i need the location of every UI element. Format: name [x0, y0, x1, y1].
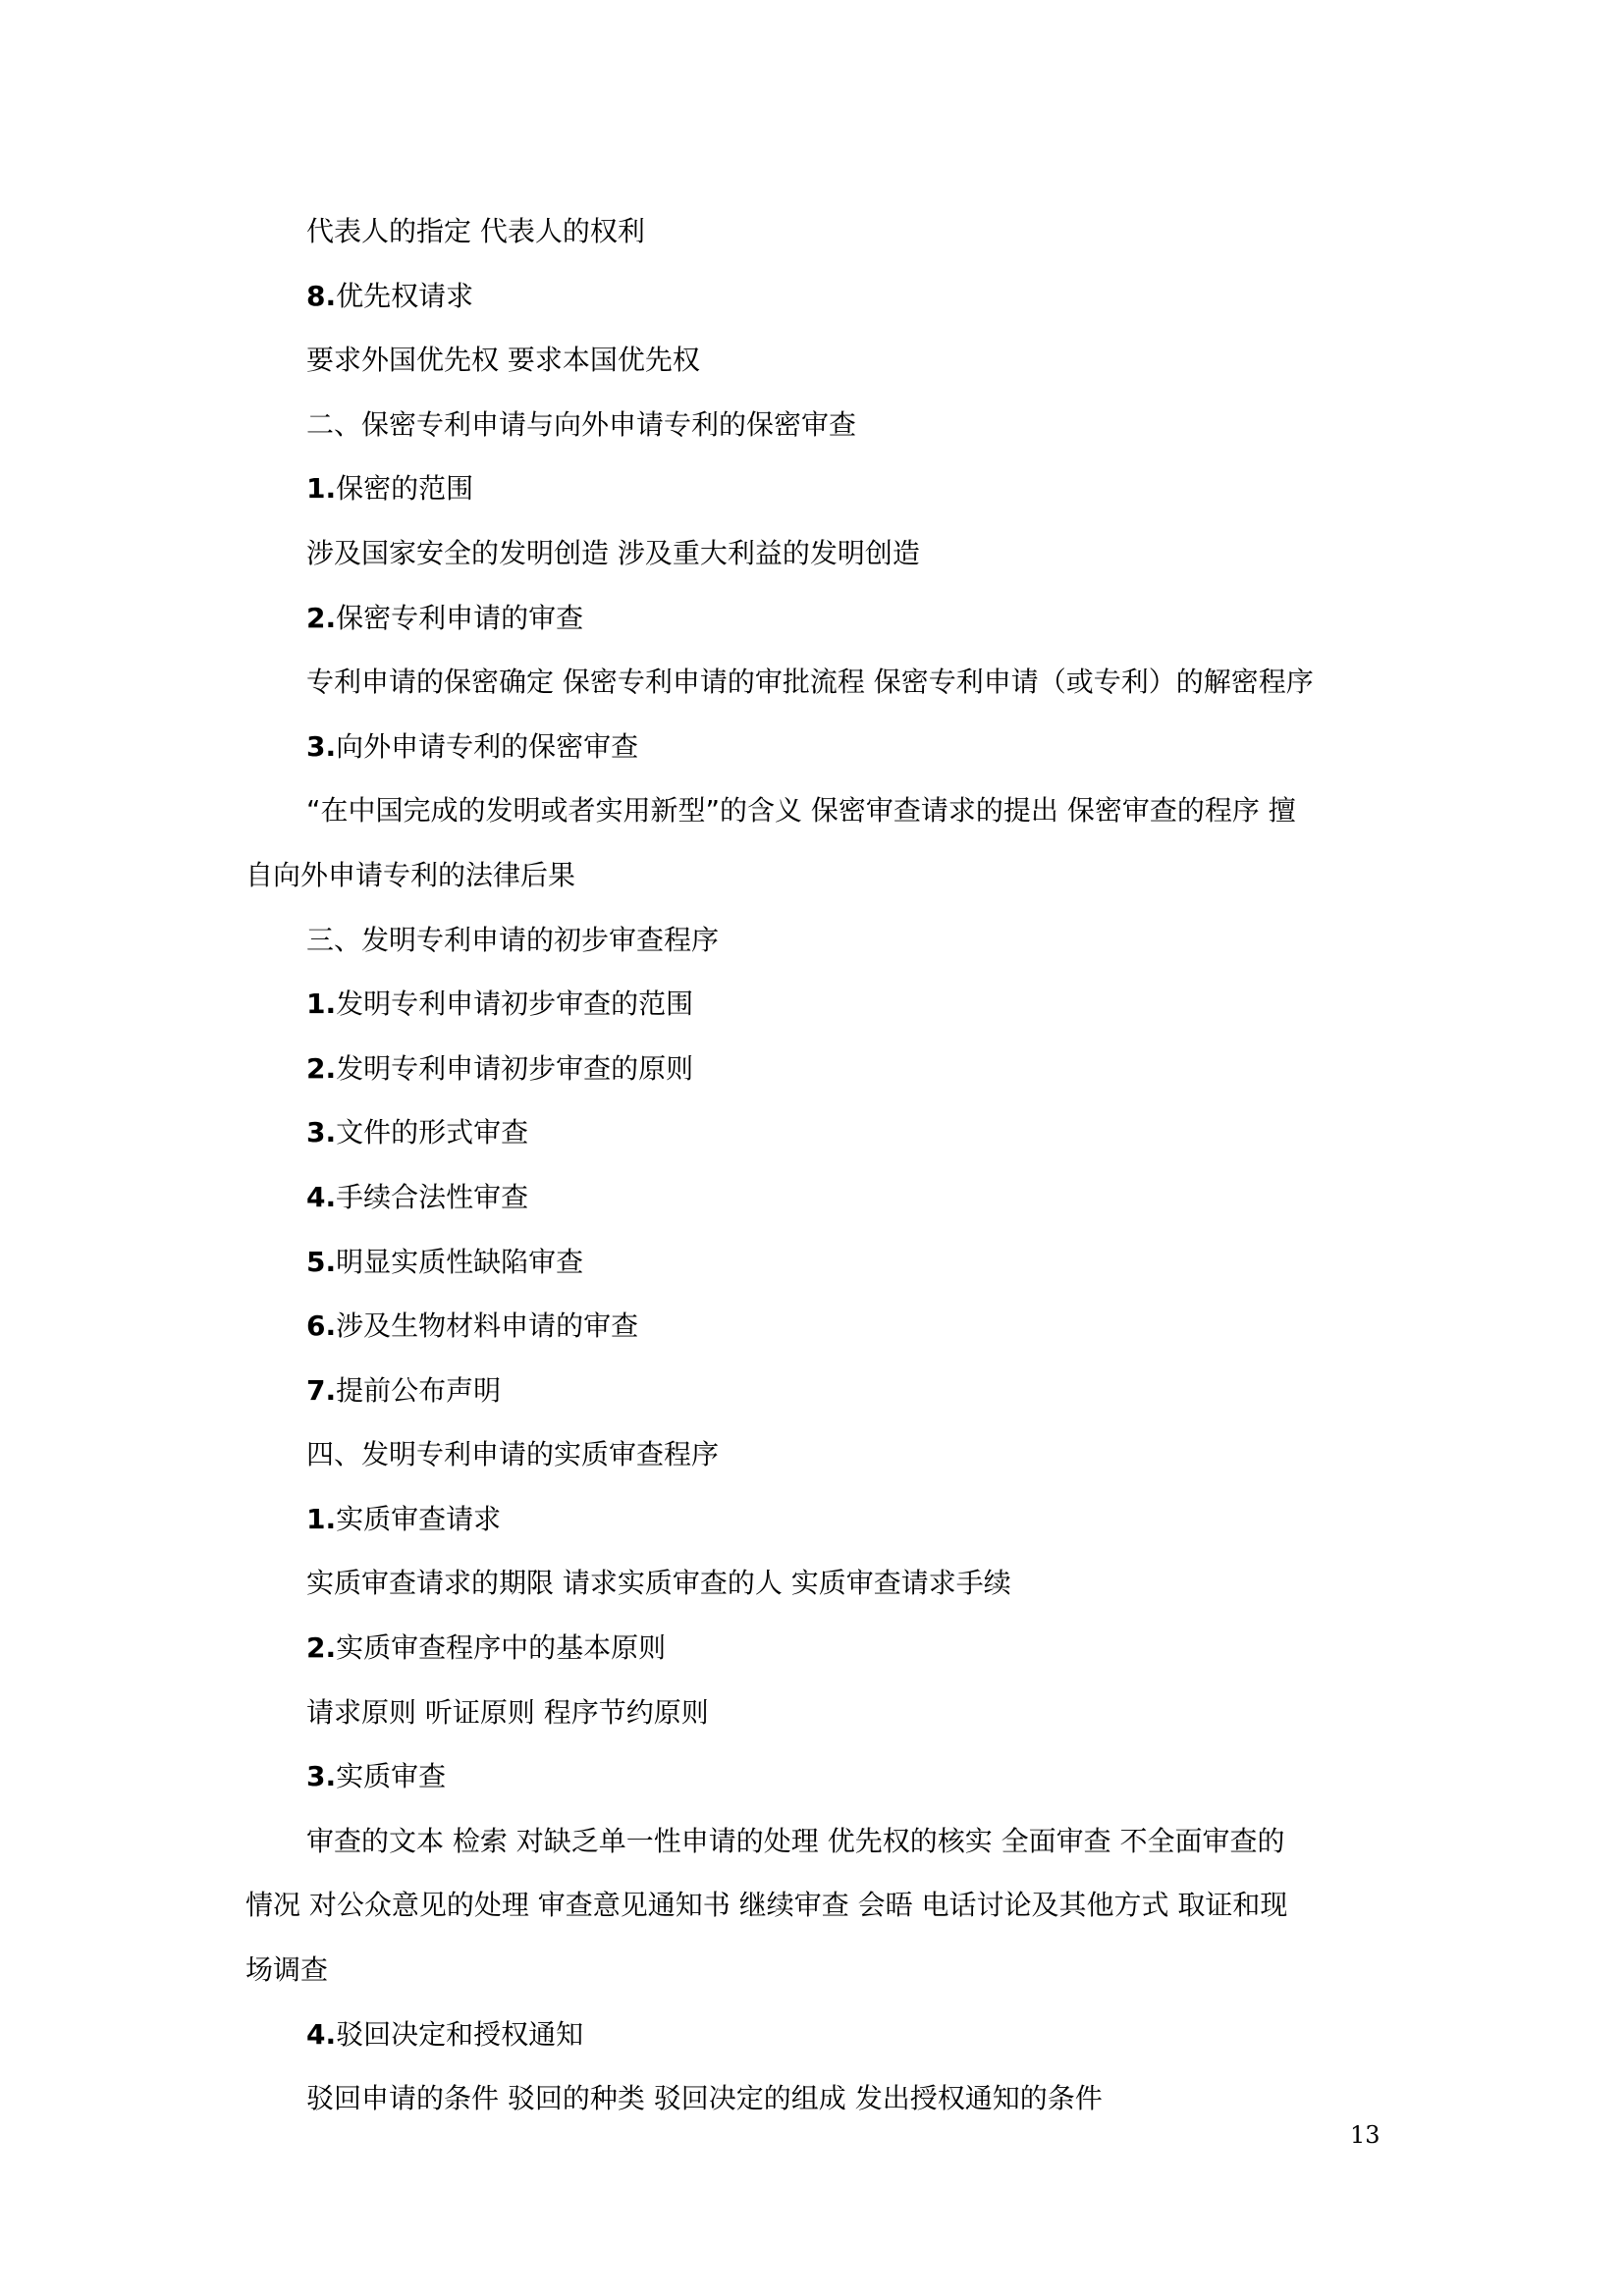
text-line: “在中国完成的发明或者实用新型”的含义 保密审查请求的提出 保密审查的程序 擅	[306, 794, 1296, 828]
text-line: 请求原则 听证原则 程序节约原则	[306, 1695, 709, 1729]
text-line: 实质审查请求的期限 请求实质审查的人 实质审查请求手续	[306, 1567, 1011, 1600]
text-line: 审查的文本 检索 对缺乏单一性申请的处理 优先权的核实 全面审查 不全面审查的	[306, 1824, 1285, 1857]
numbered-item	[245, 2002, 1394, 2067]
numbered-item	[245, 456, 1394, 521]
item-text: 发明专利申请初步审查的原则	[336, 1051, 694, 1085]
numbered-item	[245, 1165, 1394, 1230]
text-line: 二、保密专利申请与向外申请专利的保密审查	[306, 407, 857, 441]
item-text: 发明专利申请初步审查的范围	[336, 988, 694, 1021]
item-text: 实质审查程序中的基本原则	[336, 1631, 667, 1665]
numbered-item	[245, 1230, 1394, 1295]
item-number: 1.	[306, 1502, 337, 1535]
item-number: 5.	[306, 1245, 337, 1278]
item-text: 驳回决定和授权通知	[336, 2017, 584, 2051]
item-text: 保密的范围	[336, 472, 474, 506]
text-line: 情况 对公众意见的处理 审查意见通知书 继续审查 会晤 电话讨论及其他方式 取证和现	[245, 1889, 1288, 1922]
numbered-item	[245, 715, 1394, 779]
text-line: 三、发明专利申请的初步审查程序	[306, 923, 720, 956]
item-number: 7.	[306, 1373, 337, 1407]
item-number: 2.	[306, 601, 337, 634]
item-text: 实质审查请求	[336, 1502, 502, 1535]
page-number: 13	[1350, 2121, 1380, 2149]
item-number: 1.	[306, 988, 337, 1021]
numbered-item	[245, 1359, 1394, 1423]
item-number: 1.	[306, 472, 337, 506]
text-line: 场调查	[245, 1953, 329, 1987]
numbered-item	[245, 1744, 1394, 1809]
item-number: 8.	[306, 279, 337, 312]
numbered-item	[245, 586, 1394, 651]
item-text: 文件的形式审查	[336, 1116, 529, 1149]
numbered-item	[245, 264, 1394, 329]
text-line: 四、发明专利申请的实质审查程序	[306, 1438, 720, 1471]
text-line: 要求外国优先权 要求本国优先权	[306, 344, 700, 377]
text-line: 驳回申请的条件 驳回的种类 驳回决定的组成 发出授权通知的条件	[306, 2082, 1103, 2115]
item-number: 2.	[306, 1631, 337, 1665]
item-text: 向外申请专利的保密审查	[336, 729, 639, 763]
text-line: 专利申请的保密确定 保密专利申请的审批流程 保密专利申请（或专利）的解密程序	[306, 666, 1314, 699]
page-body	[245, 199, 1394, 2131]
item-number: 3.	[306, 1116, 337, 1149]
text-line: 涉及国家安全的发明创造 涉及重大利益的发明创造	[306, 536, 920, 569]
item-text: 手续合法性审查	[336, 1180, 529, 1213]
numbered-item	[245, 972, 1394, 1037]
item-number: 3.	[306, 1760, 337, 1793]
text-line: 代表人的指定 代表人的权利	[306, 215, 645, 247]
item-text: 提前公布声明	[336, 1373, 502, 1407]
numbered-item	[245, 1487, 1394, 1552]
item-number: 6.	[306, 1309, 337, 1343]
item-text: 明显实质性缺陷审查	[336, 1245, 584, 1278]
item-number: 4.	[306, 1180, 337, 1213]
item-text: 涉及生物材料申请的审查	[336, 1309, 639, 1343]
item-text: 保密专利申请的审查	[336, 601, 584, 634]
item-text: 实质审查	[336, 1760, 447, 1793]
numbered-item	[245, 1100, 1394, 1165]
text-line: 自向外申请专利的法律后果	[245, 858, 576, 891]
numbered-item	[245, 1616, 1394, 1681]
item-number: 2.	[306, 1051, 337, 1085]
numbered-item	[245, 1037, 1394, 1101]
item-number: 3.	[306, 729, 337, 763]
item-number: 4.	[306, 2017, 337, 2051]
numbered-item	[245, 1294, 1394, 1359]
item-text: 优先权请求	[336, 279, 474, 312]
